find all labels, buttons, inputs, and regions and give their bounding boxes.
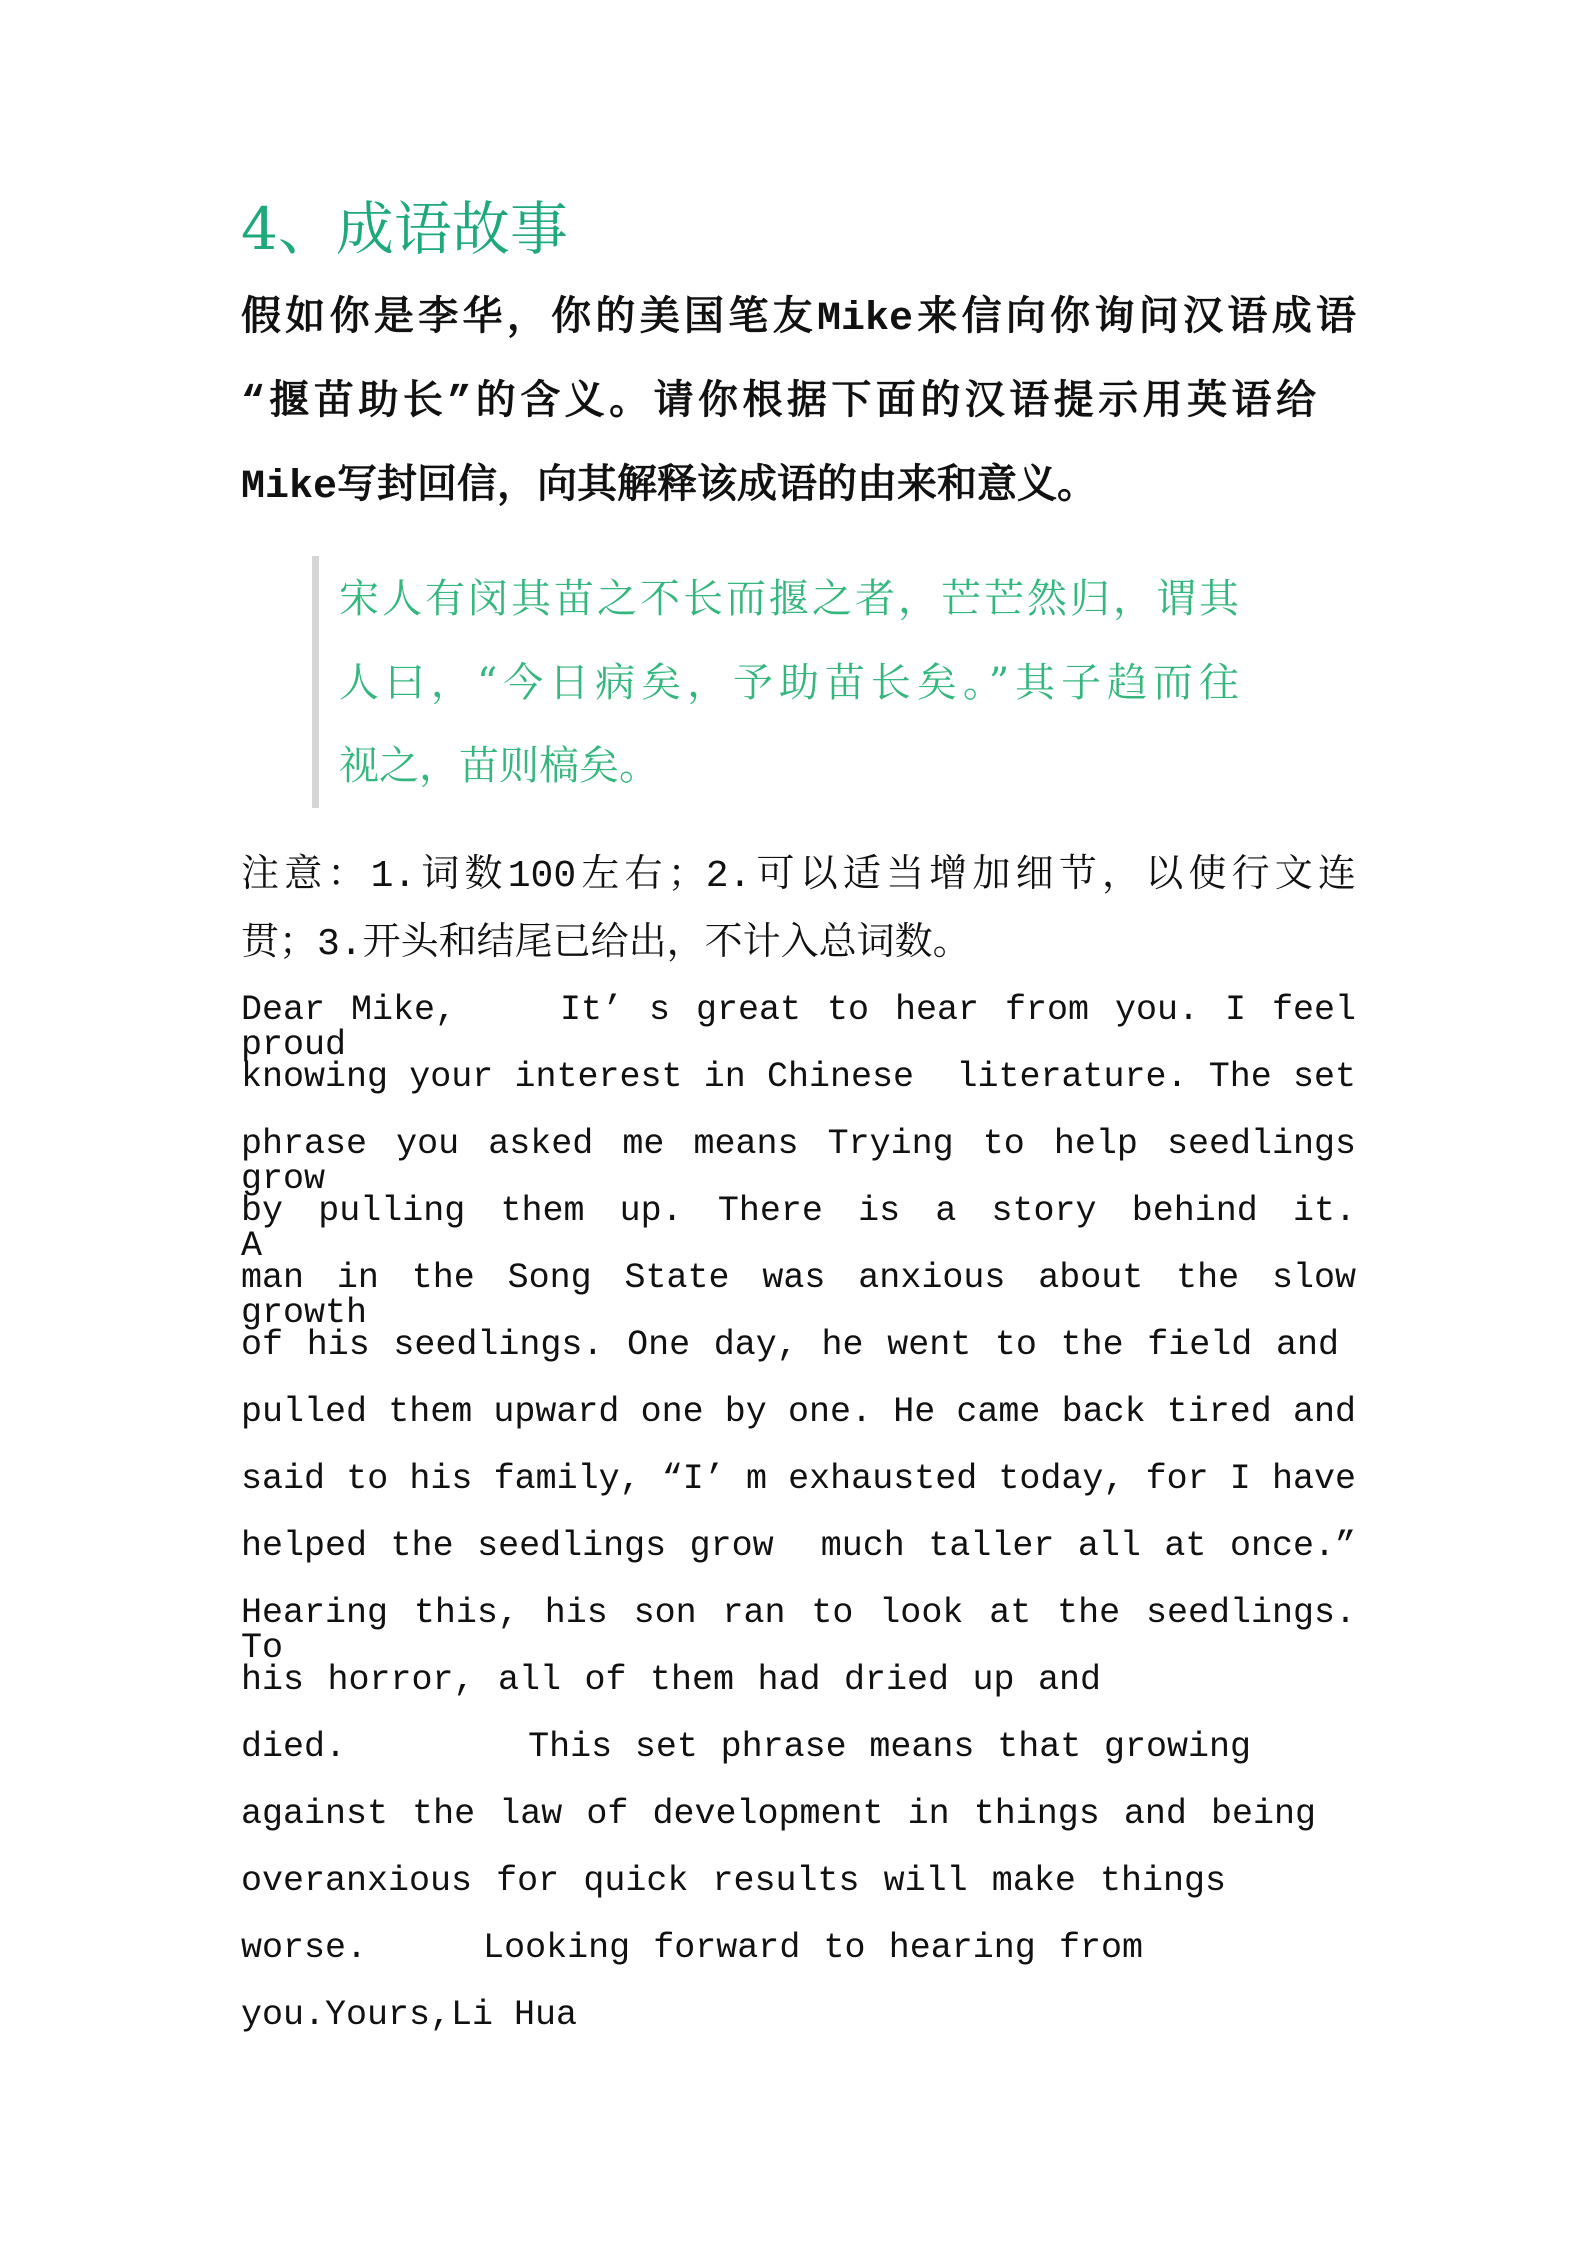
letter-line: pulled them upward one by one. He came back tired and (241, 1392, 1356, 1432)
letter-line: man in the Song State was anxious about the slow growth (241, 1258, 1378, 1333)
quote-line: 视之，苗则槁矣。 (339, 743, 659, 789)
section-title: 4、成语故事 (241, 195, 568, 263)
quote-line: 宋人有闵其苗之不长而揠之者，芒芒然归，谓其 (339, 576, 1239, 622)
prompt-line: “揠苗助长”的含义。请你根据下面的汉语提示用英语给 (241, 381, 1316, 426)
letter-line: of his seedlings. One day, he went to the field and (241, 1325, 1339, 1365)
letter-line: against the law of development in things and being (241, 1794, 1316, 1834)
letter-line: Hearing this, his son ran to look at the seedlings. To (241, 1593, 1378, 1668)
letter-line: you.Yours,Li Hua (241, 1995, 578, 2035)
prompt-line: 假如你是李华，你的美国笔友Mike来信向你询问汉语成语 (241, 297, 1356, 342)
blockquote-bar (312, 556, 319, 808)
letter-line: phrase you asked me means Trying to help seedlings grow (241, 1124, 1378, 1199)
quote-line: 人曰，“今日病矣，予助苗长矣。”其子趋而往 (339, 660, 1239, 706)
letter-line: Dear Mike, It’ s great to hear from you. I feel proud (241, 990, 1378, 1065)
letter-line: overanxious for quick results will make things (241, 1861, 1226, 1901)
letter-line: worse. Looking forward to hearing from (241, 1928, 1143, 1968)
letter-line: by pulling them up. There is a story behind it. A (241, 1191, 1483, 1266)
letter-line: helped the seedlings grow much taller all at once.” (241, 1526, 1356, 1566)
letter-line: said to his family, “I’ m exhausted today, for I have (241, 1459, 1356, 1499)
letter-line: died. This set phrase means that growing (241, 1727, 1251, 1767)
note-line: 注意：1.词数100左右；2.可以适当增加细节，以使行文连 (241, 855, 1356, 898)
prompt-line: Mike写封回信，向其解释该成语的由来和意义。 (241, 465, 1098, 510)
note-line: 贯；3.开头和结尾已给出，不计入总词数。 (241, 923, 971, 966)
letter-line: his horror, all of them had dried up and (241, 1660, 1101, 1700)
letter-line: knowing your interest in Chinese literature. The set (241, 1057, 1356, 1097)
